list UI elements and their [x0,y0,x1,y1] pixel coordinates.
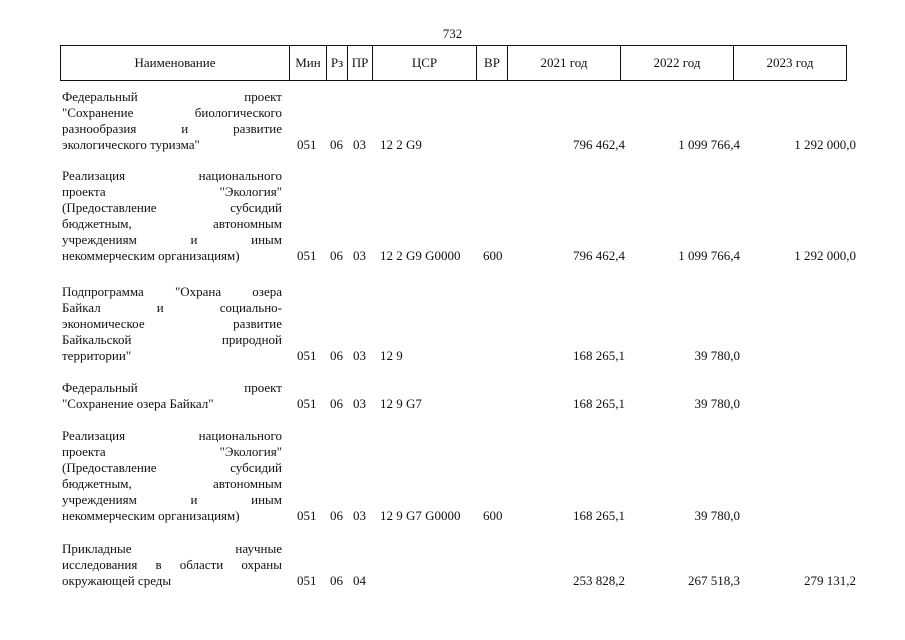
header-vr: ВР [477,46,508,81]
cell-pr: 03 [353,508,366,523]
row-name-line: бюджетным, автономным [62,476,282,491]
row-name [62,168,282,264]
row-name-line: окружающей среды [62,573,172,588]
cell-min: 051 [297,573,317,588]
cell-y2023: 1 292 000,0 [794,248,856,263]
cell-y2021: 796 462,4 [573,137,625,152]
row-name-line: исследования в области охраны [62,557,282,572]
row-name-line: проекта "Экология" [62,444,282,459]
cell-y2021: 796 462,4 [573,248,625,263]
cell-csr: 12 9 [380,348,403,363]
cell-csr: 12 2 G9 [380,137,422,152]
header-2023: 2023 год [734,46,847,81]
row-name-line: экологического туризма" [62,137,200,152]
row-name-line: Федеральный проект [62,89,282,104]
cell-rz: 06 [330,248,343,263]
row-name-line: (Предоставление субсидий [62,460,282,475]
cell-rz: 06 [330,573,343,588]
cell-pr: 03 [353,348,366,363]
cell-min: 051 [297,248,317,263]
cell-min: 051 [297,348,317,363]
row-name-line: Байкальской природной [62,332,282,347]
row-name-line: Подпрограмма "Охрана озера [62,284,282,299]
cell-pr: 03 [353,248,366,263]
row-name [62,428,282,524]
cell-min: 051 [297,396,317,411]
row-name [62,541,282,589]
row-name-line: некоммерческим организациям) [62,248,240,263]
cell-y2022: 267 518,3 [688,573,740,588]
row-name-line: экономическое развитие [62,316,282,331]
row-name-line: Прикладные научные [62,541,282,556]
header-min: Мин [290,46,327,81]
row-name-line: "Сохранение озера Байкал" [62,396,214,411]
header-2022: 2022 год [621,46,734,81]
cell-y2021: 168 265,1 [573,348,625,363]
cell-csr: 12 2 G9 G0000 [380,248,461,263]
cell-rz: 06 [330,396,343,411]
row-name-line: (Предоставление субсидий [62,200,282,215]
row-name-line: Реализация национального [62,168,282,183]
row-name-line: бюджетным, автономным [62,216,282,231]
row-name [62,284,282,364]
cell-rz: 06 [330,348,343,363]
cell-min: 051 [297,508,317,523]
header-name: Наименование [61,46,290,81]
row-name-line: Реализация национального [62,428,282,443]
cell-csr: 12 9 G7 G0000 [380,508,461,523]
cell-y2022: 39 780,0 [694,508,740,523]
table-header [60,45,847,81]
row-name-line: разнообразия и развитие [62,121,282,136]
cell-vr: 600 [483,508,503,523]
header-csr: ЦСР [373,46,477,81]
cell-pr: 03 [353,137,366,152]
cell-vr: 600 [483,248,503,263]
header-rz: Рз [327,46,348,81]
row-name-line: территории" [62,348,132,363]
cell-y2022: 39 780,0 [694,396,740,411]
header-pr: ПР [348,46,373,81]
header-2021: 2021 год [508,46,621,81]
page-number: 732 [442,26,463,41]
row-name [62,89,282,153]
cell-y2021: 168 265,1 [573,508,625,523]
cell-rz: 06 [330,137,343,152]
cell-min: 051 [297,137,317,152]
cell-pr: 03 [353,396,366,411]
cell-y2022: 1 099 766,4 [678,248,740,263]
row-name-line: "Сохранение биологического [62,105,282,120]
cell-y2023: 279 131,2 [804,573,856,588]
cell-csr: 12 9 G7 [380,396,422,411]
row-name-line: учреждениям и иным [62,232,282,247]
cell-y2022: 39 780,0 [694,348,740,363]
cell-y2022: 1 099 766,4 [678,137,740,152]
cell-y2021: 168 265,1 [573,396,625,411]
cell-rz: 06 [330,508,343,523]
row-name [62,380,282,412]
row-name-line: Байкал и социально- [62,300,282,315]
cell-y2023: 1 292 000,0 [794,137,856,152]
cell-y2021: 253 828,2 [573,573,625,588]
row-name-line: учреждениям и иным [62,492,282,507]
row-name-line: Федеральный проект [62,380,282,395]
row-name-line: некоммерческим организациям) [62,508,240,523]
row-name-line: проекта "Экология" [62,184,282,199]
cell-pr: 04 [353,573,366,588]
